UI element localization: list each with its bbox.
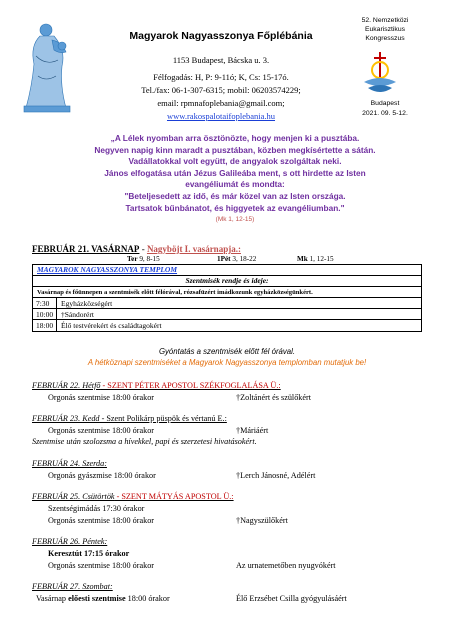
table-row xyxy=(33,298,421,309)
day-heading xyxy=(32,492,234,501)
mass-intention: Az urnatemetőben nyugvókért xyxy=(236,561,336,570)
parish-address: 1153 Budapest, Bácska u. 3. xyxy=(172,55,270,65)
mass-entry: Orgonás szentmise 18:00 órakor xyxy=(48,393,155,402)
congress-line: Eukarisztikus xyxy=(364,26,406,33)
day-heading xyxy=(32,381,281,390)
madonna-statue-logo xyxy=(16,16,80,116)
mass-intention: †Sándorért xyxy=(61,310,94,319)
sunday-heading xyxy=(32,244,241,254)
day-date: FEBRUÁR 27. Szombat: xyxy=(32,582,113,591)
mass-entry: Orgonás szentmise 18:00 órakor xyxy=(48,561,155,570)
day-date: FEBRUÁR 26. Péntek: xyxy=(32,537,108,546)
day-heading xyxy=(32,537,107,546)
congress-line: Kongresszus xyxy=(365,35,405,42)
sunday-dash: - xyxy=(139,244,147,254)
gospel-quote xyxy=(40,133,430,226)
day-heading xyxy=(32,414,227,423)
quote-line: evangéliumát és mondta: xyxy=(185,179,285,190)
table-row xyxy=(33,320,421,331)
reading-ref: 9, 8-15 xyxy=(139,255,160,263)
mass-intention: Egyházközségért xyxy=(61,299,113,308)
day-note: Szentmise után szolozsma a hívekkel, papi és szerzetesi hivatásokért. xyxy=(32,437,257,446)
mass-entry: Orgonás szentmise 18:00 órakor xyxy=(48,426,155,435)
quote-line: János elfogatása után Jézus Galileába ment, s ott hirdette az Isten xyxy=(104,167,366,178)
mass-bold: előesti szentmise xyxy=(68,594,126,603)
reading-ref: 3, 18-22 xyxy=(232,255,257,263)
congress-title xyxy=(345,16,425,43)
sunday-name: Nagyböjt I. vasárnapja.: xyxy=(146,244,241,254)
mass-suffix: 18:00 órakor xyxy=(125,594,170,603)
congress-line: 52. Nemzetközi xyxy=(361,17,409,24)
mass-entry: Orgonás gyászmise 18:00 órakor xyxy=(48,471,156,480)
church-name: MAGYAROK NAGYASSZONYA TEMPLOM xyxy=(33,265,421,276)
quote-line: „A Lélek nyomban arra ösztönözte, hogy menjen ki a pusztába. xyxy=(110,133,360,143)
day-feast: - SZENT PÉTER APOSTOL SZÉKFOGLALÁSA Ü.: xyxy=(100,381,281,390)
reading-ref: 1, 12-15 xyxy=(309,255,334,263)
weekday-notice: A hétköznapi szentmiséket a Magyarok Nagyasszonya templomban mutatjuk be! xyxy=(87,358,367,367)
mass-intention: †Máriáért xyxy=(236,426,269,435)
day-heading xyxy=(32,582,113,591)
mass-intention: Élő Erzsébet Csilla gyógyulásáért xyxy=(236,594,347,603)
mass-time: 18:00 xyxy=(33,320,57,331)
reading-book: Mk xyxy=(297,255,308,263)
phone-line: Tel./fax: 06-1-307-6315; mobil: 06203574229; xyxy=(141,85,301,95)
mass-intention: †Lerch Jánosné, Adélért xyxy=(236,471,316,480)
congress-dates: 2021. 09. 5-12. xyxy=(362,110,408,117)
day-feast: - Szent Polikárp püspök és vértanú E.: xyxy=(99,414,227,423)
website-link[interactable]: www.rakospalotaifoplebania.hu xyxy=(166,111,276,121)
reading-book: 1Pét xyxy=(217,255,231,263)
mass-entry xyxy=(36,594,170,603)
office-hours: Félfogadás: H, P: 9-11ó; K, Cs: 15-17ó. xyxy=(153,72,289,82)
mass-intention: Élő testvérekért és családtagokért xyxy=(61,321,162,330)
quote-reference: (Mk 1, 12-15) xyxy=(215,216,255,224)
confession-notice: Gyóntatás a szentmisék előtt fél órával. xyxy=(158,347,296,356)
rosary-note: Vasárnap és főünnepen a szentmisék előtt félórával, rózsafüzért imádkozunk egyházközségünkért. xyxy=(33,287,421,298)
day-date: FEBRUÁR 24. Szerda: xyxy=(32,459,107,468)
parish-name: Magyarok Nagyasszonya Főplébánia xyxy=(129,30,313,42)
mass-time: 7:30 xyxy=(33,298,57,308)
mass-entry: Szentségimádás 17:30 órakor xyxy=(48,504,145,513)
eucharistic-congress-logo xyxy=(360,48,400,100)
quote-line: Negyven napig kinn maradt a pusztában, közben megkísértette a sátán. xyxy=(94,144,376,155)
sunday-date: FEBRUÁR 21. VASÁRNAP xyxy=(32,244,140,254)
mass-entry: Orgonás szentmise 18:00 órakor xyxy=(48,516,155,525)
day-heading xyxy=(32,459,107,468)
mass-prefix: Vasárnap xyxy=(36,594,69,603)
day-date: FEBRUÁR 25. Csütörtök xyxy=(32,492,115,501)
mass-intention: †Zoltánért és szülőkért xyxy=(236,393,312,402)
reading-book: Ter xyxy=(127,255,138,263)
mass-schedule-table xyxy=(32,264,422,332)
day-date: FEBRUÁR 22. Hétfő xyxy=(32,381,101,390)
quote-line: Tartsatok bűnbánatot, és higgyetek az evangéliumban." xyxy=(125,202,345,213)
email-line: email: rpmnafoplebania@gmail.com; xyxy=(157,98,285,108)
day-feast: - SZENT MÁTYÁS APOSTOL Ü.: xyxy=(114,492,234,501)
mass-order-title: Szentmisék rendje és ideje: xyxy=(33,276,421,287)
congress-city: Budapest xyxy=(370,100,400,107)
table-row xyxy=(33,309,421,320)
mass-time: 10:00 xyxy=(33,309,57,319)
quote-line: "Beteljesedett az idő, és már közel van az Isten országa. xyxy=(124,190,346,201)
quote-line: Vadállatokkal volt együtt, de angyalok szolgáltak neki. xyxy=(128,156,342,167)
mass-intention: †Nagyszülőkért xyxy=(236,516,288,525)
stations-of-cross-entry: Keresztút 17:15 órakor xyxy=(48,549,130,558)
day-date: FEBRUÁR 23. Kedd xyxy=(32,414,100,423)
